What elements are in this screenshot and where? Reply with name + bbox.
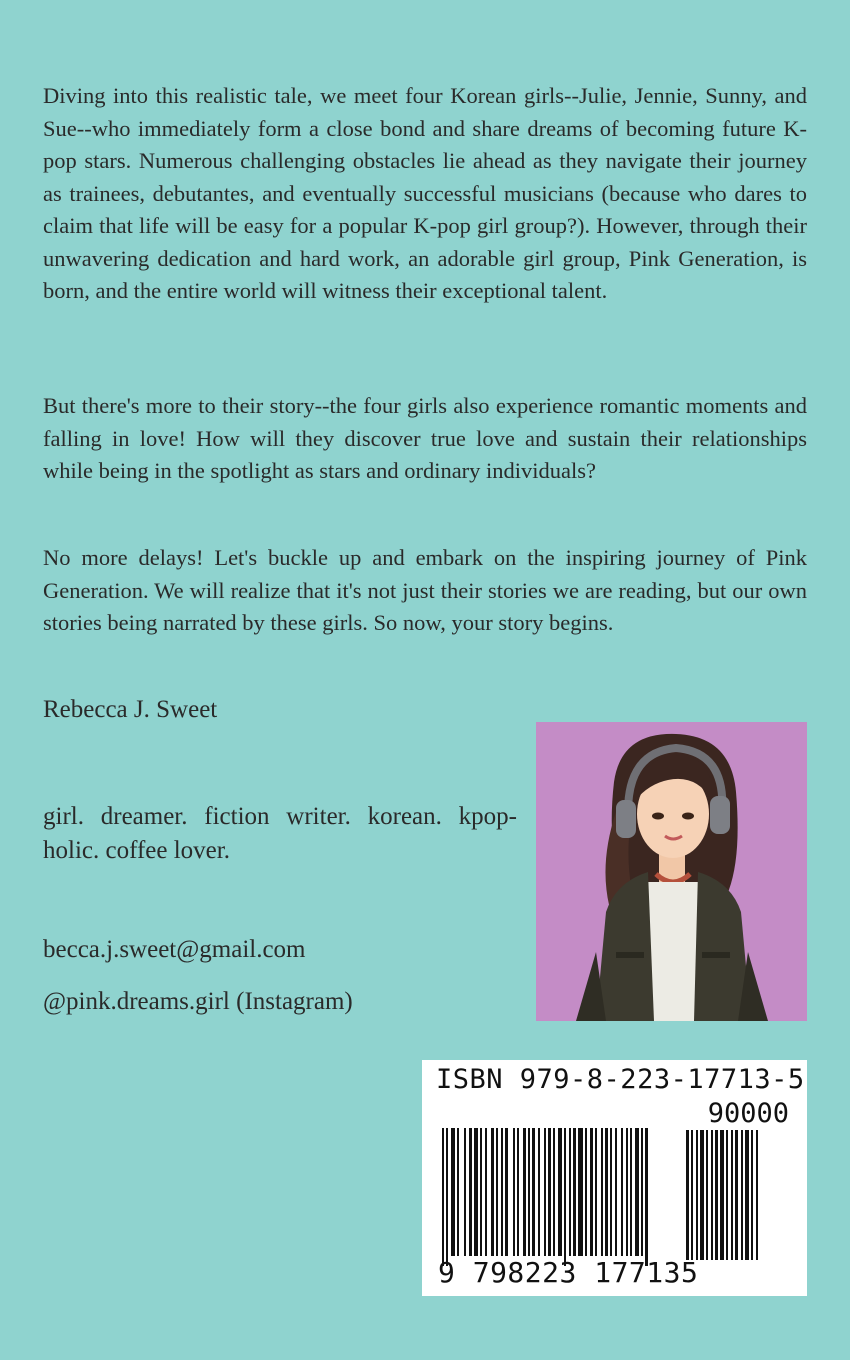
ean-barcode-bars bbox=[442, 1128, 684, 1270]
description-paragraph-3: No more delays! Let's buckle up and embark on the inspiring journey of Pink Generation. We will realize that it's not just their stories we are reading, but our own stories being narrated by these girls. So now, your story begins. bbox=[43, 545, 807, 635]
author-name: Rebecca J. Sweet bbox=[43, 696, 218, 723]
author-tagline: girl. dreamer. fiction writer. korean. kpop-holic. coffee lover. bbox=[43, 803, 517, 864]
isbn-label: ISBN 979-8-223-17713-5 bbox=[436, 1064, 805, 1095]
author-email: becca.j.sweet@gmail.com bbox=[43, 936, 306, 963]
author-portrait-illustration bbox=[536, 722, 807, 1021]
addon-barcode-bars bbox=[686, 1130, 790, 1262]
price-code: 90000 bbox=[707, 1098, 789, 1129]
isbn-barcode bbox=[422, 1060, 807, 1296]
author-portrait bbox=[536, 722, 807, 1021]
description-paragraph-2: But there's more to their story--the four girls also experience romantic moments and falling in love! How will they discover true love and sustain their relationships while being in the spotlight as stars and ordinary individuals? bbox=[43, 393, 807, 483]
description-paragraph-1: Diving into this realistic tale, we meet four Korean girls--Julie, Jennie, Sunny, and Sue--who immediately form a close bond and share dreams of becoming future K-pop stars. Numerous challenging obstacles lie ahead as they navigate their journey as trainees, debutantes, and eventually successful musicians (because who dares to claim that life will be easy for a popular K-pop girl group?). However, through their unwavering dedication and hard work, an adorable girl group, Pink Generation, is born, and the entire world will witness their exceptional talent. bbox=[43, 83, 807, 303]
author-instagram: @pink.dreams.girl (Instagram) bbox=[43, 988, 353, 1015]
isbn-digits: 9 798223 177135 bbox=[438, 1256, 699, 1289]
